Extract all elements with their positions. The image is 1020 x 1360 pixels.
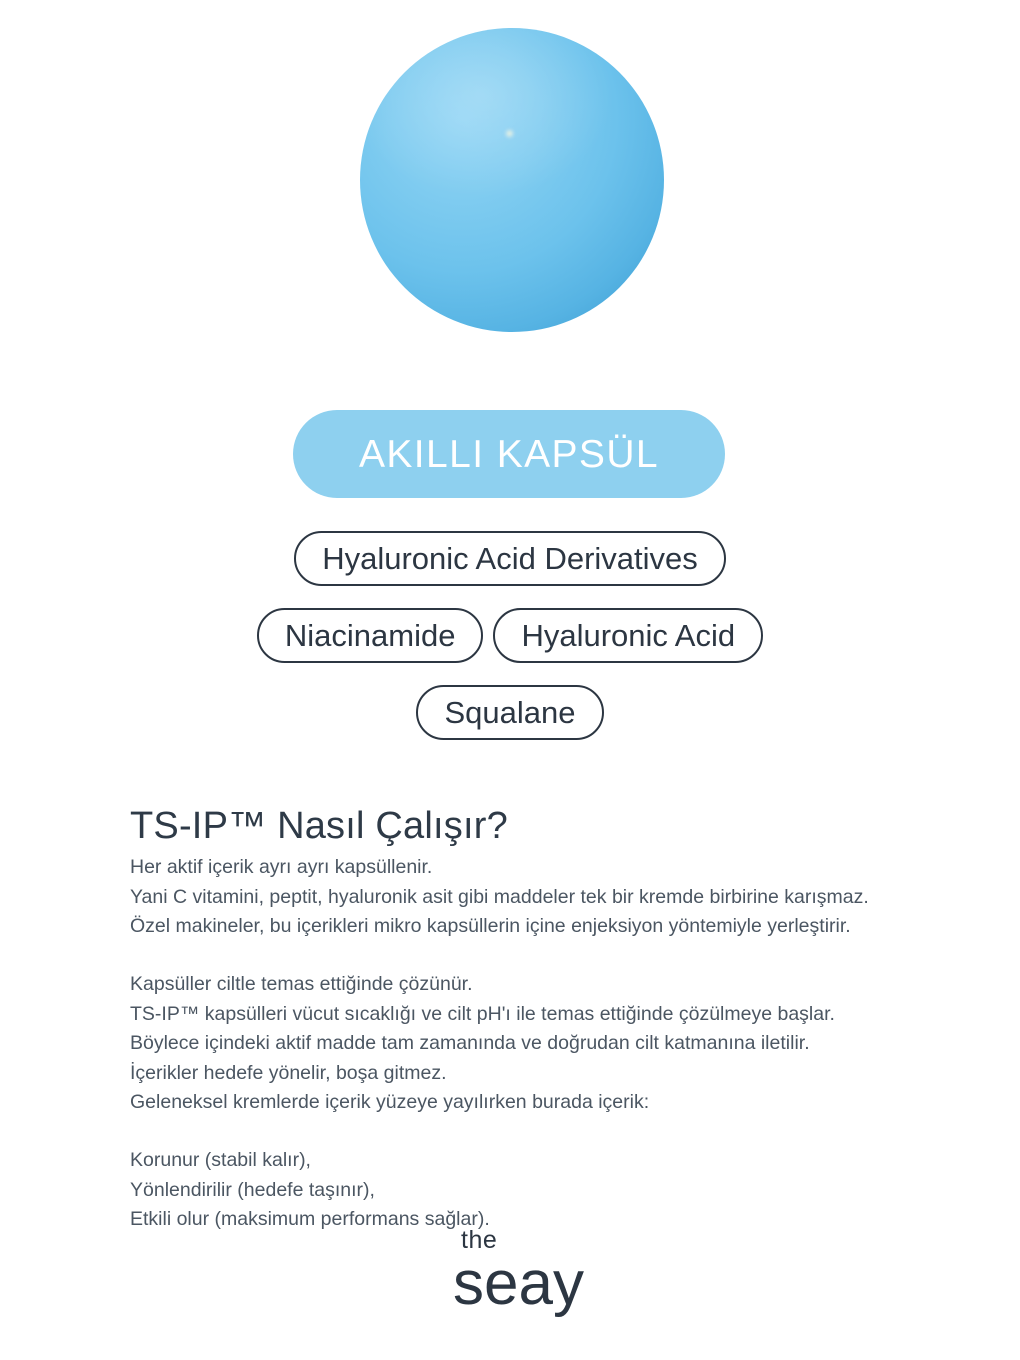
ingredient-row [0, 608, 1020, 663]
description-section [130, 806, 920, 1235]
paragraph-line: Yönlendirilir (hedefe taşınır), [130, 1178, 375, 1201]
ingredient-row [0, 685, 1020, 740]
ingredient-pill-squalane [416, 685, 603, 740]
paragraph-spacer [130, 1118, 920, 1146]
paragraph-spacer [130, 942, 920, 970]
ingredient-pill-group [0, 531, 1020, 762]
paragraph-line: TS-IP™ kapsülleri vücut sıcaklığı ve cilt pH'ı ile temas ettiğinde çözülmeye başlar. [130, 1002, 835, 1025]
ingredient-label: Hyaluronic Acid [521, 618, 736, 653]
paragraph-line: Kapsüller ciltle temas ettiğinde çözünür. [130, 972, 473, 995]
paragraph-benefits [130, 1146, 920, 1235]
ingredient-label: Hyaluronic Acid Derivatives [322, 541, 698, 576]
paragraph-line: Özel makineler, bu içerikleri mikro kapsüllerin içine enjeksiyon yöntemiyle yerleştirir. [130, 915, 851, 938]
ingredient-row [0, 531, 1020, 586]
ingredient-pill-niacinamide [257, 608, 484, 663]
ingredient-pill-hyaluronic-acid [493, 608, 763, 663]
ingredient-pill-hyaluronic-acid-derivatives [294, 531, 726, 586]
paragraph-line: Her aktif içerik ayrı ayrı kapsüllenir. [130, 856, 433, 879]
ingredient-label: Squalane [444, 695, 576, 730]
paragraph-line: Yani C vitamini, peptit, hyaluronik asit gibi maddeler tek bir kremde birbirine karışmaz. [130, 885, 869, 908]
paragraph-how-it-works [130, 853, 920, 942]
blue-capsule-sphere [360, 28, 664, 332]
paragraph-line: Korunur (stabil kalır), [130, 1149, 311, 1172]
paragraph-line: İçerikler hedefe yönelir, boşa gitmez. [130, 1061, 447, 1084]
paragraph-line: Geleneksel kremlerde içerik yüzeye yayılırken burada içerik: [130, 1091, 650, 1114]
ingredient-label: Niacinamide [284, 618, 456, 653]
smart-capsule-label: AKILLI KAPSÜL [358, 432, 660, 476]
brand-logo-prefix: the [461, 1226, 498, 1254]
capsule-sphere-illustration [360, 28, 664, 332]
paragraph-line: Etkili olur (maksimum performans sağlar). [130, 1208, 490, 1231]
page-title: TS-IP™ Nasıl Çalışır? [130, 805, 508, 847]
paragraph-dissolution [130, 970, 920, 1118]
smart-capsule-badge [293, 410, 725, 498]
brand-logo-name: seay [453, 1249, 584, 1318]
brand-logo [453, 1226, 653, 1318]
paragraph-line: Böylece içindeki aktif madde tam zamanında ve doğrudan cilt katmanına iletilir. [130, 1032, 810, 1055]
